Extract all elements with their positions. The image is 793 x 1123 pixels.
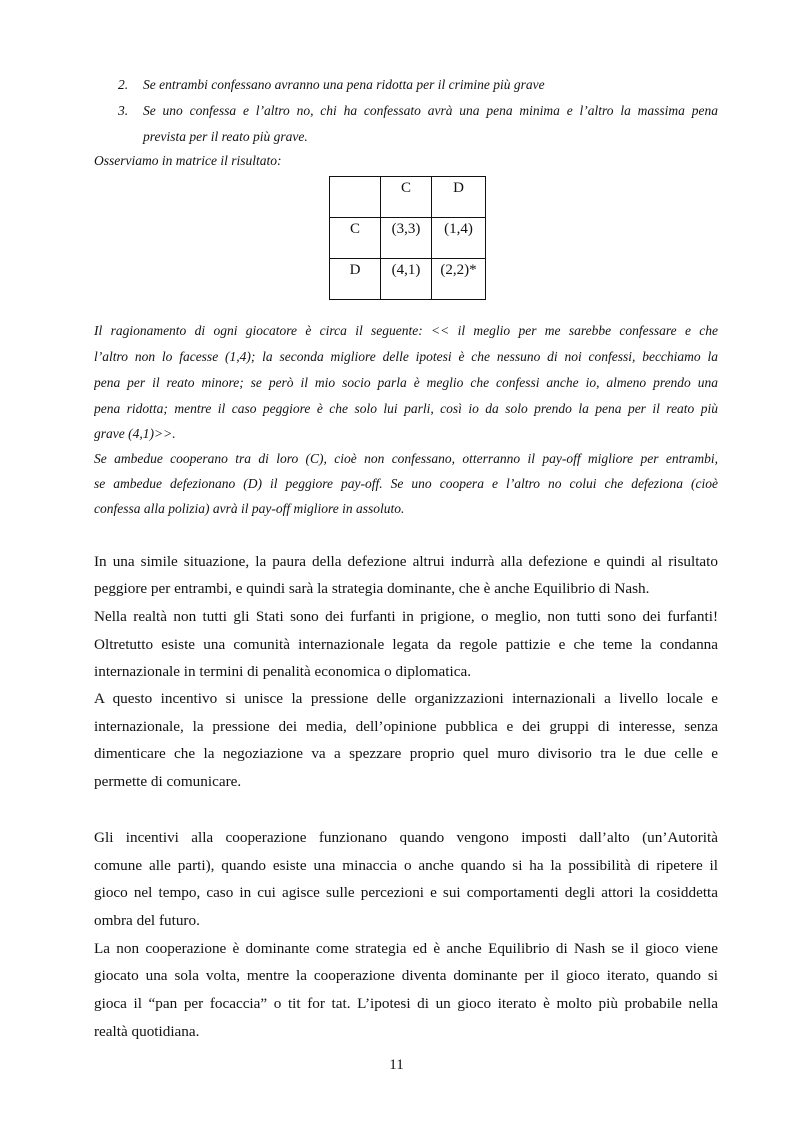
text-line: realtà quotidiana.: [94, 1023, 200, 1040]
matrix-row-header: C: [330, 218, 381, 259]
list-item-text: prevista per il reato più grave.: [143, 129, 308, 144]
page-number: 11: [389, 1057, 404, 1073]
payoff-matrix: [329, 176, 486, 300]
matrix-col-header: C: [381, 177, 432, 218]
text-line: internazionale, la pressione dei media, dell’opinione pubblica e dei gruppi di interesse, senza: [94, 718, 718, 735]
text-line: pena per il reato minore; se però il mio socio parla è meglio che confessi anche io, almeno prendo una: [94, 375, 718, 390]
text-line: dimenticare che la negoziazione va a spezzare proprio quel muro divisorio tra le due celle e: [94, 745, 718, 762]
text-line: Oltretutto esiste una comunità internazionale legata da regole pattizie e che teme la condanna: [94, 636, 718, 653]
table-row: [330, 177, 486, 218]
text-line: Nella realtà non tutti gli Stati sono dei furfanti in prigione, o meglio, non tutti sono dei furfanti!: [94, 608, 718, 625]
text-line: Il ragionamento di ogni giocatore è circa il seguente: << il meglio per me sarebbe confessare e che: [94, 323, 718, 338]
text-line: A questo incentivo si unisce la pressione delle organizzazioni internazionali a livello locale e: [94, 690, 718, 707]
text-line: giocato una sola volta, mentre la cooperazione diventa dominante per il gioco iterato, quando si: [94, 967, 718, 984]
text-line: internazionale in termini di penalità economica o diplomatica.: [94, 663, 472, 680]
text-line: In una simile situazione, la paura della defezione altrui indurrà alla defezione e quindi al risultato: [94, 553, 718, 570]
text-line: La non cooperazione è dominante come strategia ed è anche Equilibrio di Nash se il gioco viene: [94, 940, 718, 957]
matrix-cell: (4,1): [381, 259, 432, 300]
text-line: pena ridotta; mentre il caso peggiore è che solo lui parli, così io da solo prendo la pena per il reato più: [94, 401, 718, 416]
text-line: l’altro non lo facesse (1,4); la seconda migliore delle ipotesi è che nessuno di noi confessi, becchiamo la: [94, 349, 718, 364]
list-number: 2.: [118, 77, 129, 92]
list-item-text: Se uno confessa e l’altro no, chi ha confessato avrà una pena minima e l’altro la massima pena: [143, 103, 718, 118]
text-line: se ambedue defezionano (D) il peggiore pay-off. Se uno coopera e l’altro no colui che defeziona (cioè: [94, 476, 718, 491]
matrix-col-header: D: [432, 177, 486, 218]
matrix-corner-cell: [330, 177, 381, 218]
matrix-cell: (2,2)*: [432, 259, 486, 300]
text-line: gioca il “pan per focaccia” o tit for tat. L’ipotesi di un gioco iterato è molto più probabile nella: [94, 995, 718, 1012]
text-line: Se ambedue cooperano tra di loro (C), cioè non confessano, otterranno il pay-off migliore per entrambi,: [94, 451, 718, 466]
table-row: [330, 259, 486, 300]
text-line: grave (4,1)>>.: [94, 426, 176, 441]
matrix-cell: (1,4): [432, 218, 486, 259]
text-line: confessa alla polizia) avrà il pay-off migliore in assoluto.: [94, 501, 405, 516]
matrix-cell: (3,3): [381, 218, 432, 259]
text-line: gioco nel tempo, caso in cui agisce sulle percezioni e sui comportamenti degli attori la cosiddetta: [94, 884, 718, 901]
text-line: permette di comunicare.: [94, 773, 242, 790]
text-line: peggiore per entrambi, e quindi sarà la strategia dominante, che è anche Equilibrio di Nash.: [94, 580, 650, 597]
list-item-text: Se entrambi confessano avranno una pena ridotta per il crimine più grave: [143, 77, 545, 92]
text-line: comune alle parti), quando esiste una minaccia o anche quando si ha la possibilità di ripetere il: [94, 857, 718, 874]
text-line: ombra del futuro.: [94, 912, 200, 929]
matrix-row-header: D: [330, 259, 381, 300]
table-row: [330, 218, 486, 259]
text-line: Gli incentivi alla cooperazione funzionano quando vengono imposti dall’alto (un’Autorità: [94, 829, 718, 846]
matrix-intro: Osserviamo in matrice il risultato:: [94, 153, 282, 168]
list-number: 3.: [118, 103, 129, 118]
